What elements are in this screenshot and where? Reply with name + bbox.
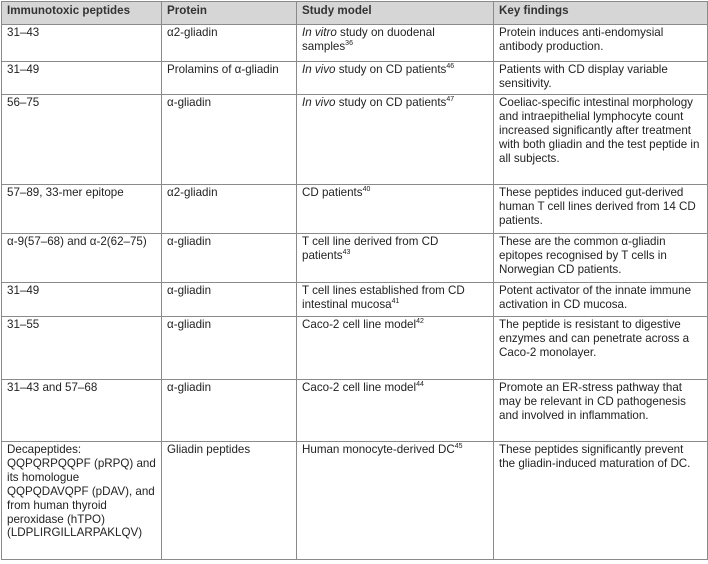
peptide-cell: 31–49 [2, 62, 162, 95]
header-protein: Protein [162, 2, 297, 25]
finding-cell: Patients with CD display variable sensitivity. [494, 62, 708, 95]
table-row [2, 317, 708, 380]
peptide-table [1, 1, 708, 560]
table-row [2, 185, 708, 234]
table-row [2, 380, 708, 442]
model-italic: In vivo [302, 63, 336, 76]
reference-number: 42 [416, 318, 424, 326]
model-italic: In vitro [302, 26, 337, 39]
finding-cell: These peptides significantly prevent the gliadin-induced maturation of DC. [494, 442, 708, 560]
model-text: Caco-2 cell line model [302, 318, 417, 331]
finding-cell: The peptide is resistant to digestive enzymes and can penetrate across a Caco-2 monolayer. [494, 317, 708, 380]
study-model-cell [297, 234, 494, 283]
protein-cell: Gliadin peptides [162, 442, 297, 560]
reference-number: 36 [345, 40, 353, 48]
peptide-cell: 31–43 [2, 25, 162, 62]
study-model-cell [297, 62, 494, 95]
model-text: study on duodenal samples [302, 26, 435, 53]
study-model-cell [297, 25, 494, 62]
model-text: study on CD patients [335, 63, 447, 76]
model-text: study on CD patients [335, 96, 447, 109]
model-text: T cell lines established from CD intestinal mucosa [302, 284, 465, 311]
reference-number: 44 [416, 381, 424, 389]
protein-cell: α-gliadin [162, 317, 297, 380]
reference-number: 47 [446, 96, 455, 104]
model-text: CD patients [302, 186, 363, 199]
reference-number: 46 [446, 63, 455, 71]
protein-cell: α-gliadin [162, 95, 297, 185]
reference-number: 40 [362, 186, 371, 194]
peptide-cell: Decapeptides: QQPQRPQQPF (pRPQ) and its homologue QQPQDAVQPF (pDAV), and from human thyroid peroxidase (hTPO) (LDPLIRGILLARPAKLQV) [2, 442, 162, 560]
study-model-cell [297, 185, 494, 234]
reference-number: 43 [342, 249, 351, 257]
protein-cell: α-gliadin [162, 283, 297, 317]
model-text: T cell line derived from CD patients [302, 235, 439, 262]
peptide-cell: 57–89, 33-mer epitope [2, 185, 162, 234]
peptide-cell: 31–49 [2, 283, 162, 317]
peptide-cell: 56–75 [2, 95, 162, 185]
table-row [2, 283, 708, 317]
table-row [2, 62, 708, 95]
table-row [2, 442, 708, 560]
finding-cell: Protein induces anti-endomysial antibody production. [494, 25, 708, 62]
study-model-cell [297, 380, 494, 442]
study-model-cell [297, 442, 494, 560]
finding-cell: These are the common α-gliadin epitopes recognised by T cells in Norwegian CD patients. [494, 234, 708, 283]
study-model-cell [297, 317, 494, 380]
reference-number: 41 [391, 298, 400, 306]
reference-number: 45 [454, 443, 463, 451]
protein-cell: α-gliadin [162, 234, 297, 283]
table-row [2, 234, 708, 283]
peptide-cell: 31–43 and 57–68 [2, 380, 162, 442]
peptide-cell: 31–55 [2, 317, 162, 380]
header-study-model: Study model [297, 2, 494, 25]
study-model-cell [297, 283, 494, 317]
finding-cell: These peptides induced gut-derived human T cell lines derived from 14 CD patients. [494, 185, 708, 234]
protein-cell: α2-gliadin [162, 25, 297, 62]
protein-cell: Prolamins of α-gliadin [162, 62, 297, 95]
peptide-cell: α-9(57–68) and α-2(62–75) [2, 234, 162, 283]
model-text: Caco-2 cell line model [302, 381, 417, 394]
model-text: Human monocyte-derived DC [302, 443, 455, 456]
protein-cell: α2-gliadin [162, 185, 297, 234]
table-row [2, 95, 708, 185]
table-header-row [2, 2, 708, 25]
table-row [2, 25, 708, 62]
study-model-cell [297, 95, 494, 185]
protein-cell: α-gliadin [162, 380, 297, 442]
header-immunotoxic-peptides: Immunotoxic peptides [2, 2, 162, 25]
finding-cell: Promote an ER-stress pathway that may be relevant in CD pathogenesis and involved in inflammation. [494, 380, 708, 442]
finding-cell: Coeliac-specific intestinal morphology and intraepithelial lymphocyte count increased significantly after treatment with both gliadin and the test peptide in all subjects. [494, 95, 708, 185]
finding-cell: Potent activator of the innate immune activation in CD mucosa. [494, 283, 708, 317]
model-italic: In vivo [302, 96, 336, 109]
header-key-findings: Key findings [494, 2, 708, 25]
